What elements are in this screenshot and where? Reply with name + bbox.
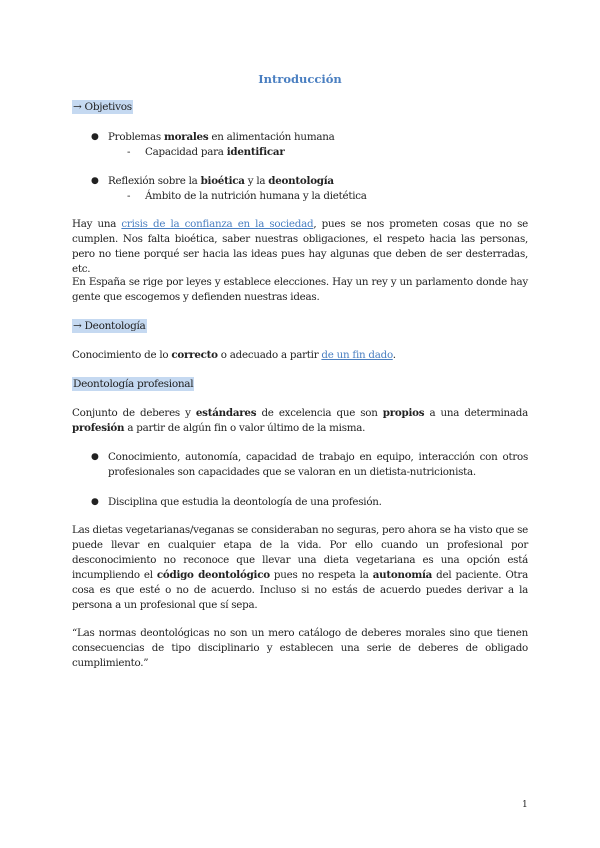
dash-icon: -	[127, 190, 131, 202]
list-item: ● Disciplina que estudia la deontología de una profesión.	[91, 496, 382, 508]
paragraph: Conocimiento de lo correcto o adecuado a partir de un fin dado.	[72, 349, 396, 361]
bullet-icon: ●	[91, 176, 99, 186]
sub-list-item: - Capacidad para identificar	[127, 146, 285, 158]
link-crisis[interactable]: crisis de la confianza en la sociedad	[121, 218, 314, 230]
section-heading-objetivos: → Objetivos	[73, 101, 132, 113]
section-heading-profesional: Deontología profesional	[73, 378, 194, 390]
page-title: Introducción	[258, 72, 342, 86]
list-item: ● Reflexión sobre la bioética y la deontología	[91, 175, 334, 187]
paragraph: Conjunto de deberes y estándares de excelencia que son propios a una determinada profesión a partir de algún fin o valor último de la misma.	[72, 407, 528, 434]
bullet-icon: ●	[91, 497, 99, 507]
paragraph: Hay una crisis de la confianza en la sociedad, pues se nos prometen cosas que no se cumplen. Nos falta bioética, saber nuestras obligaciones, el respeto hacia las personas, pero no tiene porqué ser hacia las ideas pues hay algunas que deben de ser desterradas, etc.	[72, 218, 528, 275]
sub-list-item: - Ámbito de la nutrición humana y la dietética	[127, 190, 367, 202]
list-item: ● Conocimiento, autonomía, capacidad de trabajo en equipo, interacción con otros profesionales son capacidades que se valoran en un dietista-nutricionista.	[91, 451, 528, 478]
paragraph: Las dietas vegetarianas/veganas se consideraban no seguras, pero ahora se ha visto que se puede llevar en cualquier etapa de la vida. Por ello cuando un profesional por desconocimiento no reconoce que llevar una dieta vegetariana es una opción está incumpliendo el código deontológico pues no respeta la autonomía del paciente. Otra cosa es que esté o no de acuerdo. Incluso si no estás de acuerdo puedes derivar a la persona a un profesional que sí sepa.	[72, 524, 528, 611]
paragraph: En España se rige por leyes y establece elecciones. Hay un rey y un parlamento donde hay gente que escogemos y defienden nuestras ideas.	[72, 276, 528, 303]
bullet-icon: ●	[91, 132, 99, 142]
link-fin-dado[interactable]: de un fin dado	[321, 349, 393, 361]
section-heading-deontologia: → Deontología	[73, 320, 146, 332]
dash-icon: -	[127, 146, 131, 158]
list-item: ● Problemas morales en alimentación humana	[91, 131, 335, 143]
bullet-icon: ●	[91, 452, 99, 462]
quote: “Las normas deontológicas no son un mero catálogo de deberes morales sino que tienen consecuencias de tipo disciplinario y establecen una serie de deberes de obligado cumplimiento.”	[72, 627, 528, 669]
page-number: 1	[522, 800, 528, 810]
